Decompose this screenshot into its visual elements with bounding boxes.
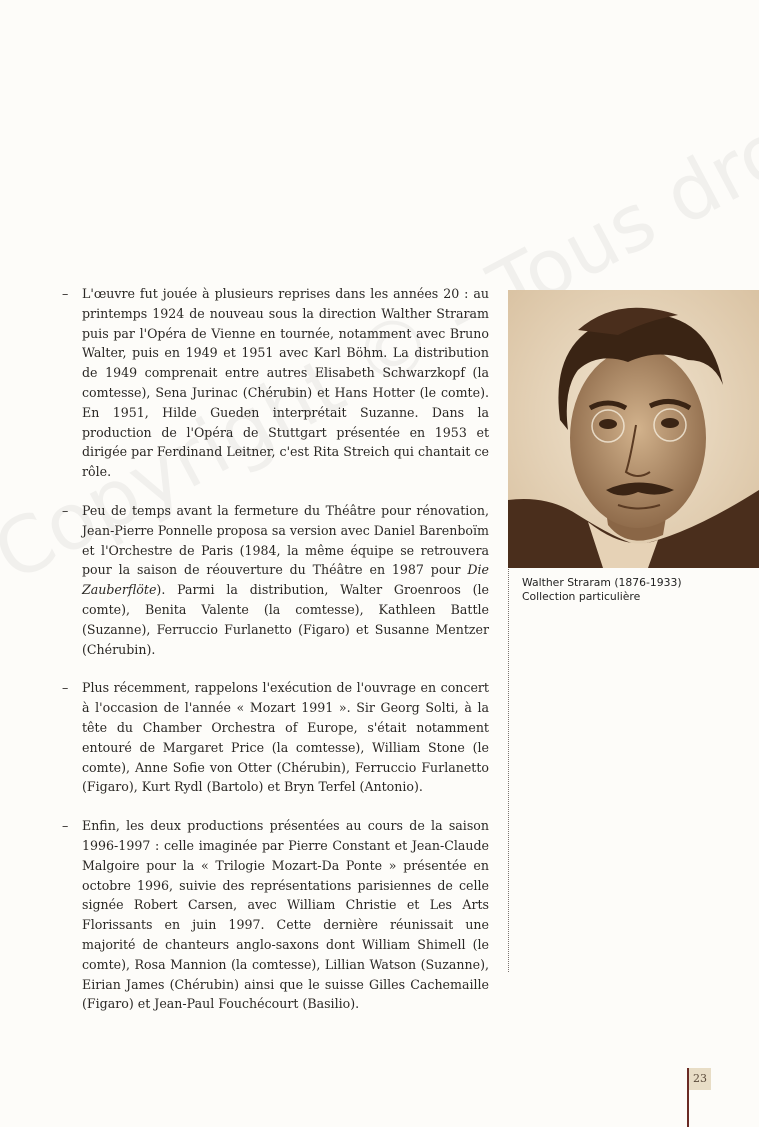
paragraph-text: L'œuvre fut jouée à plusieurs reprises dans les années 20 : au printemps 1924 de nouveau sous la direction Walther Straram puis par l'Opéra de Vienne en tournée, notamment avec Bruno Walter, puis en 1949 et 1951 avec Karl Böhm. La distribution de 1949 comprenait entre autres Elisabeth Schwarzkopf (la comtesse), Sena Jurinac (Chérubin) et Hans Hotter (le comte). En 1951, Hilde Gueden interprétait Suzanne. Dans la production de l'Opéra de Stuttgart présentée en 1953 et dirigée par Ferdinand Leitner, c'est Rita Streich qui chantait ce rôle. <box>82 286 489 480</box>
paragraph-text: Plus récemment, rappelons l'exécution de l'ouvrage en concert à l'occasion de l'année « Mozart 1991 ». Sir Georg Solti, à la tête du Chamber Orchestra of Europe, s'était notamment entouré de Margaret Price (la comtesse), William Stone (le comte), Anne Sofie von Otter (Chérubin), Ferruccio Furlanetto (Figaro), Kurt Rydl (Bartolo) et Bryn Terfel (Antonio). <box>82 680 489 795</box>
bullet-dash: – <box>62 680 69 696</box>
caption-name: Walther Straram (1876-1933) <box>522 576 682 589</box>
bullet-dash: – <box>62 818 69 834</box>
page-number: 23 <box>689 1068 711 1090</box>
paragraph-2 <box>62 501 489 659</box>
article-text <box>62 284 489 1033</box>
paragraph-3 <box>62 678 489 797</box>
paragraph-4 <box>62 816 489 1014</box>
bullet-dash: – <box>62 502 69 518</box>
paragraph-1 <box>62 284 489 482</box>
caption-credit: Collection particulière <box>522 590 641 603</box>
portrait-illustration <box>508 290 759 568</box>
paragraph-text: Enfin, les deux productions présentées au cours de la saison 1996-1997 : celle imaginée par Pierre Constant et Jean-Claude Malgoire pour la « Trilogie Mozart-Da Ponte » présentée en octobre 1996, suivie des représentations parisiennes de celle signée Robert Carsen, avec William Christie et Les Arts Florissants en juin 1997. Cette dernière réunissait une majorité de chanteurs anglo-saxons dont William Shimell (le comte), Rosa Mannion (la comtesse), Lillian Watson (Suzanne), Eirian James (Chérubin) ainsi que le suisse Gilles Cachemaille (Figaro) et Jean-Paul Fouchécourt (Basilio). <box>82 818 489 1012</box>
paragraph-text: Peu de temps avant la fermeture du Théâtre pour rénovation, Jean-Pierre Ponnelle proposa sa version avec Daniel Barenboïm et l'Orchestre de Paris (1984, la même équipe se retrouvera pour la saison de réouverture du Théâtre en 1987 pour <box>82 502 489 578</box>
portrait-photo <box>508 290 759 568</box>
opera-title: Die Zauberflöte <box>82 562 489 598</box>
paragraph-text: ). Parmi la distribution, Walter Groenroos (le comte), Benita Valente (la comtesse), Kathleen Battle (Suzanne), Ferruccio Furlanetto (Figaro) et Susanne Mentzer (Chérubin). <box>82 582 489 657</box>
photo-caption <box>522 576 742 604</box>
bullet-dash: – <box>62 286 69 301</box>
